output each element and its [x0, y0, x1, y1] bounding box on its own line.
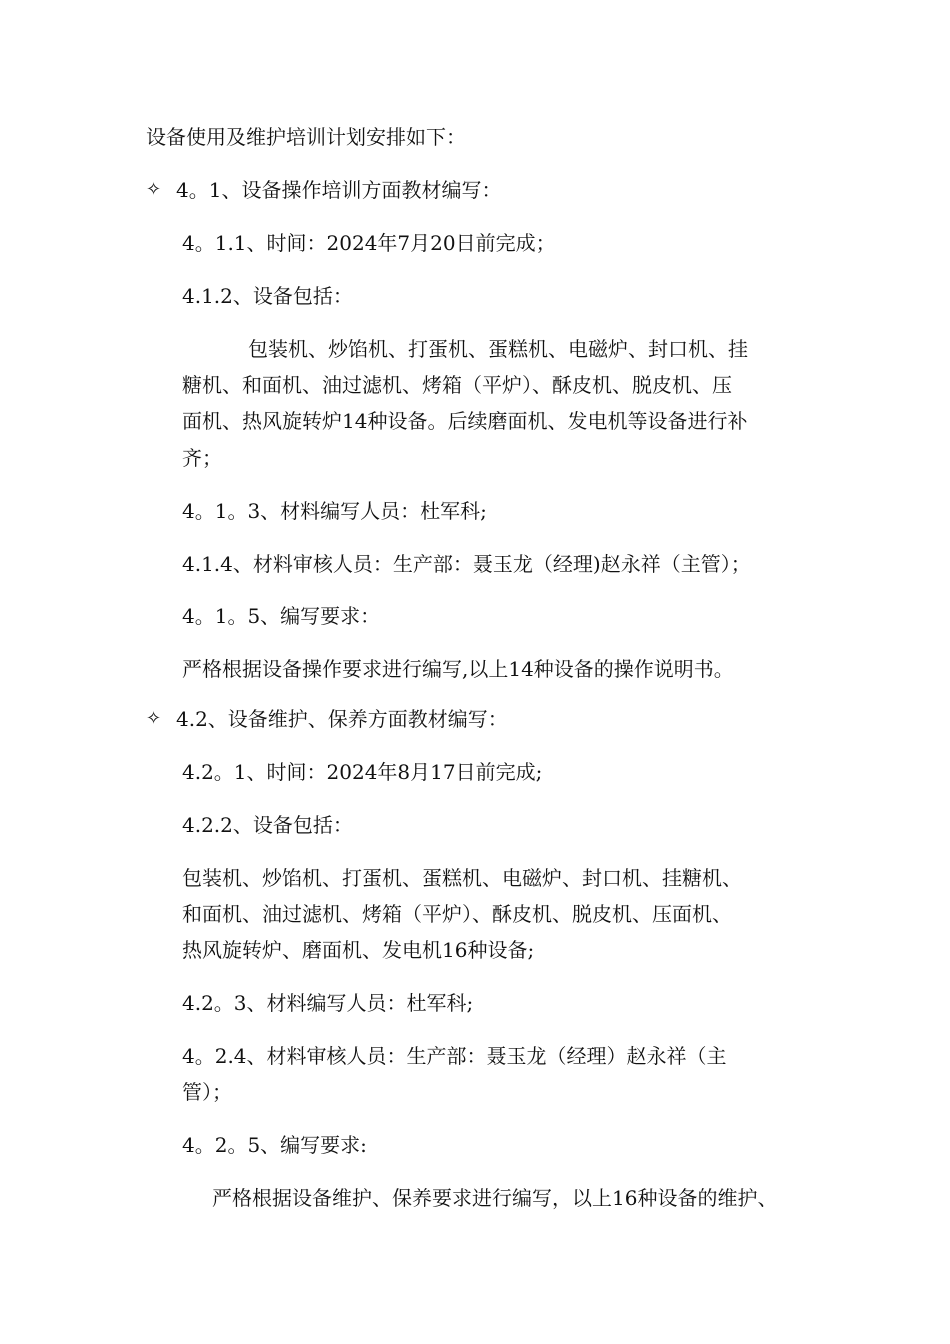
- section1-writer: 4。1。3、材料编写人员：杜军科;: [182, 499, 487, 523]
- diamond-bullet-icon: ✧: [146, 179, 162, 200]
- section2-req-label: 4。2。5、编写要求:: [182, 1133, 367, 1157]
- section1-equip-line: 糖机、和面机、油过滤机、烤箱（平炉）、酥皮机、脱皮机、压: [182, 373, 732, 397]
- section1-equip-line: 齐；: [182, 446, 222, 470]
- section2-req-text: 严格根据设备维护、保养要求进行编写，以上16种设备的维护、: [212, 1186, 778, 1210]
- section2-reviewer-line: 4。2.4、材料审核人员：生产部：聂玉龙（经理）赵永祥（主: [182, 1044, 727, 1068]
- section2-reviewer-line: 管）；: [182, 1080, 232, 1104]
- section2-heading: 4.2、设备维护、保养方面教材编写：: [176, 707, 508, 731]
- section1-equip-label: 4.1.2、设备包括：: [182, 284, 353, 308]
- section2-equip-line: 包装机、炒馅机、打蛋机、蛋糕机、电磁炉、封口机、挂糖机、: [182, 866, 742, 890]
- section1-time: 4。1.1、时间：2024年7月20日前完成；: [182, 231, 556, 255]
- section1-equip-line: 包装机、炒馅机、打蛋机、蛋糕机、电磁炉、封口机、挂: [248, 337, 748, 361]
- section1-equip-line: 面机、热风旋转炉14种设备。后续磨面机、发电机等设备进行补: [182, 409, 748, 433]
- section2-time: 4.2。1、时间：2024年8月17日前完成;: [182, 760, 543, 784]
- section1-heading: 4。1、设备操作培训方面教材编写：: [176, 178, 502, 202]
- section1-req-text: 严格根据设备操作要求进行编写,以上14种设备的操作说明书。: [182, 657, 734, 681]
- section2-equip-line: 和面机、油过滤机、烤箱（平炉）、酥皮机、脱皮机、压面机、: [182, 902, 732, 926]
- section2-equip-label: 4.2.2、设备包括：: [182, 813, 353, 837]
- section1-reviewer: 4.1.4、材料审核人员：生产部：聂玉龙（经理)赵永祥（主管）；: [182, 552, 751, 576]
- section2-writer: 4.2。3、材料编写人员：杜军科;: [182, 991, 474, 1015]
- section1-req-label: 4。1。5、编写要求：: [182, 604, 381, 628]
- intro-text: 设备使用及维护培训计划安排如下：: [146, 125, 466, 149]
- diamond-bullet-icon: ✧: [146, 708, 162, 729]
- section2-equip-line: 热风旋转炉、磨面机、发电机16种设备;: [182, 938, 535, 962]
